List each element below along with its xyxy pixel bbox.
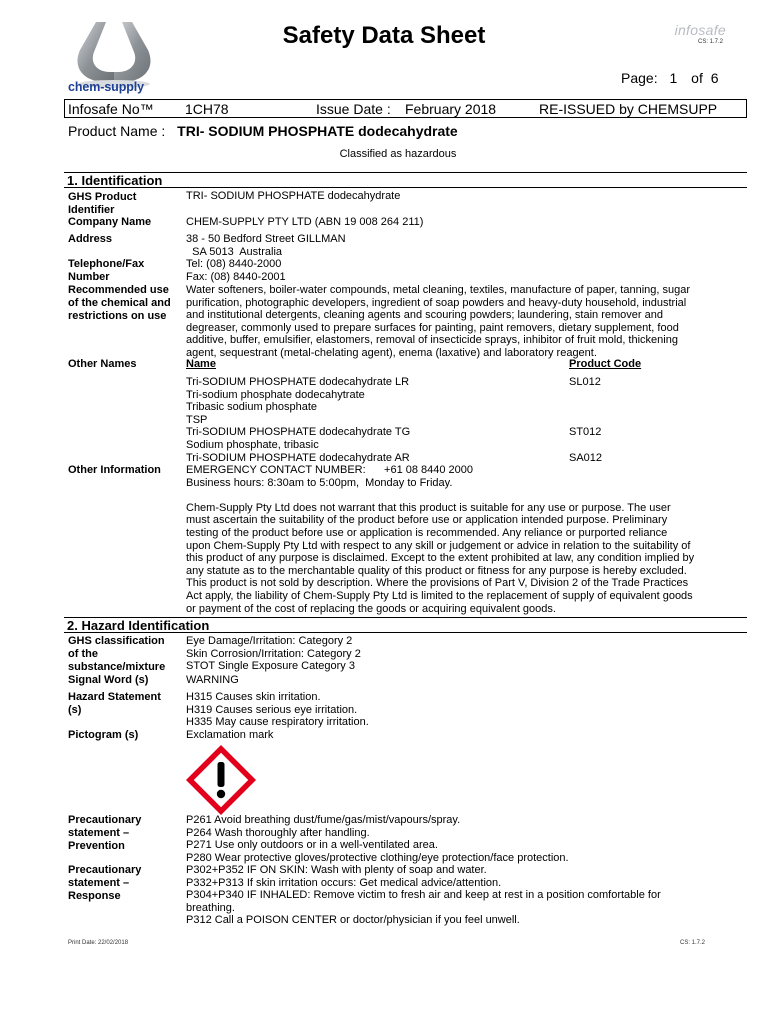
- ghs-classification-label: GHS classification of the substance/mixture: [68, 635, 166, 674]
- section-2-heading: 2. Hazard Identification: [64, 617, 747, 633]
- precautionary-response-label: Precautionary statement – Response: [68, 864, 142, 903]
- other-names-list: Tri-SODIUM PHOSPHATE dodecahydrate LR Tri-sodium phosphate dodecahytrate Tribasic sodium phosphate TSP Tri-SODIUM PHOSPHATE dodecahydrate TG Sodium phosphate, tribasic Tri-SODIUM PHOSPHATE dodecahydrate AR: [186, 376, 411, 464]
- recommended-use-value: Water softeners, boiler-water compounds, metal cleaning, textiles, manufacture of paper, tanning, sugar purification, photographic developers, ingredient of soap powders and heavy-duty household, industrial and institutional detergents, cleaning agents and scouring powders; laundering, stain remover and degreaser, commonly used to prepare surfaces for painting, paint removers, dietary supplement, food additive, buffer, emulsifier, elastomers, removal of insecticide sprays, inhibitor of fruit mold, thickening agent, sequestrant (metal-chelating agent), enema (laxative) and laboratory reagent.: [186, 284, 691, 359]
- exclamation-mark-diamond-icon: [186, 745, 256, 815]
- info-bar: [64, 99, 747, 118]
- recommended-use-label: Recommended use of the chemical and restrictions on use: [68, 284, 171, 323]
- ghs-product-identifier-value: TRI- SODIUM PHOSPHATE dodecahydrate: [186, 190, 401, 202]
- telephone-fax-value: Tel: (08) 8440-2000 Fax: (08) 8440-2001: [186, 258, 286, 283]
- section-1-heading: 1. Identification: [64, 172, 747, 188]
- precautionary-response-value: P302+P352 IF ON SKIN: Wash with plenty of soap and water. P332+P313 If skin irritation occurs: Get medical advice/attention. P304+P340 IF INHALED: Remove victim to fresh air and keep at rest in a position comfortable for breathing. P312 Call a POISON CENTER or doctor/physician if you feel unwell.: [186, 864, 661, 927]
- cs-version-top: CS: 1.7.2: [697, 39, 723, 45]
- reissued-label: RE-ISSUED by CHEMSUPP: [539, 101, 718, 117]
- page-of: of: [691, 70, 703, 86]
- ghs-product-identifier-label: GHS Product Identifier: [68, 191, 137, 217]
- company-name-value: CHEM-SUPPLY PTY LTD (ABN 19 008 264 211): [186, 216, 424, 228]
- cs-version-footer: CS: 1.7.2: [679, 940, 705, 946]
- brand-name: chem-supply: [68, 80, 144, 94]
- classification-note: Classified as hazardous: [339, 148, 457, 160]
- pictogram-label: Pictogram (s): [68, 729, 139, 741]
- product-name-label: Product Name :: [68, 123, 166, 139]
- page-label: Page:: [621, 70, 658, 86]
- other-information-label: Other Information: [68, 464, 161, 476]
- page-indicator: [621, 70, 723, 86]
- page-number: 1: [669, 70, 678, 86]
- issue-date: February 2018: [405, 101, 497, 117]
- document-title: Safety Data Sheet: [282, 22, 486, 49]
- signal-word-value: WARNING: [186, 674, 239, 686]
- issue-date-label: Issue Date :: [316, 101, 391, 117]
- telephone-fax-label: Telephone/Fax Number: [68, 258, 145, 284]
- company-name-label: Company Name: [68, 216, 152, 228]
- ghs-classification-value: Eye Damage/Irritation: Category 2 Skin Corrosion/Irritation: Category 2 STOT Single Exposure Category 3: [186, 635, 361, 673]
- infosafe-logo: infosafe: [674, 22, 726, 38]
- product-code-column-header: Product Code: [569, 358, 642, 370]
- pictogram-value: Exclamation mark: [186, 729, 274, 741]
- precautionary-prevention-label: Precautionary statement – Prevention: [68, 814, 142, 853]
- other-names-label: Other Names: [68, 358, 137, 370]
- signal-word-label: Signal Word (s): [68, 674, 149, 686]
- product-name: TRI- SODIUM PHOSPHATE dodecahydrate: [177, 123, 458, 139]
- address-value: 38 - 50 Bedford Street GILLMAN SA 5013 Australia: [186, 233, 346, 258]
- product-row: [68, 123, 458, 139]
- infosafe-no: 1CH78: [185, 101, 229, 117]
- address-label: Address: [68, 233, 113, 245]
- names-column-header: Name: [186, 358, 216, 370]
- precautionary-prevention-value: P261 Avoid breathing dust/fume/gas/mist/vapours/spray. P264 Wash thoroughly after handling. P271 Use only outdoors or in a well-ventilated area. P280 Wear protective gloves/protective clothing/eye protection/face protection.: [186, 814, 569, 864]
- infosafe-no-label: Infosafe No™: [68, 101, 154, 117]
- print-date: Print Date: 22/02/2018: [68, 940, 129, 946]
- hazard-statement-label: Hazard Statement (s): [68, 691, 161, 717]
- other-information-value: EMERGENCY CONTACT NUMBER: +61 08 8440 2000 Business hours: 8:30am to 5:00pm, Monday to Friday. Chem-Supply Pty Ltd does not warrant that this product is suitable for any use or purpose. The user must ascertain the suitability of the product before use or application intended purpose. Preliminary testing of the product before use or application is recommended. Any reliance or purported reliance upon Chem-Supply Pty Ltd with respect to any skill or judgement or advice in relation to the suitability of this product of any purpose is disclaimed. Except to the extent prohibited at law, any condition implied by any statute as to the merchantable quality of this product or fitness for any purpose is hereby excluded. This product is not sold by description. Where the provisions of Part V, Division 2 of the Trade Practices Act apply, the liability of Chem-Supply Pty Ltd is limited to the replacement of supply of equivalent goods or payment of the cost of replacing the goods or acquiring equivalent goods.: [186, 464, 695, 615]
- product-codes-list: SL012 ST012 SA012: [569, 376, 603, 464]
- hazard-statement-value: H315 Causes skin irritation. H319 Causes serious eye irritation. H335 May cause respiratory irritation.: [186, 691, 369, 729]
- page-total: 6: [710, 70, 719, 86]
